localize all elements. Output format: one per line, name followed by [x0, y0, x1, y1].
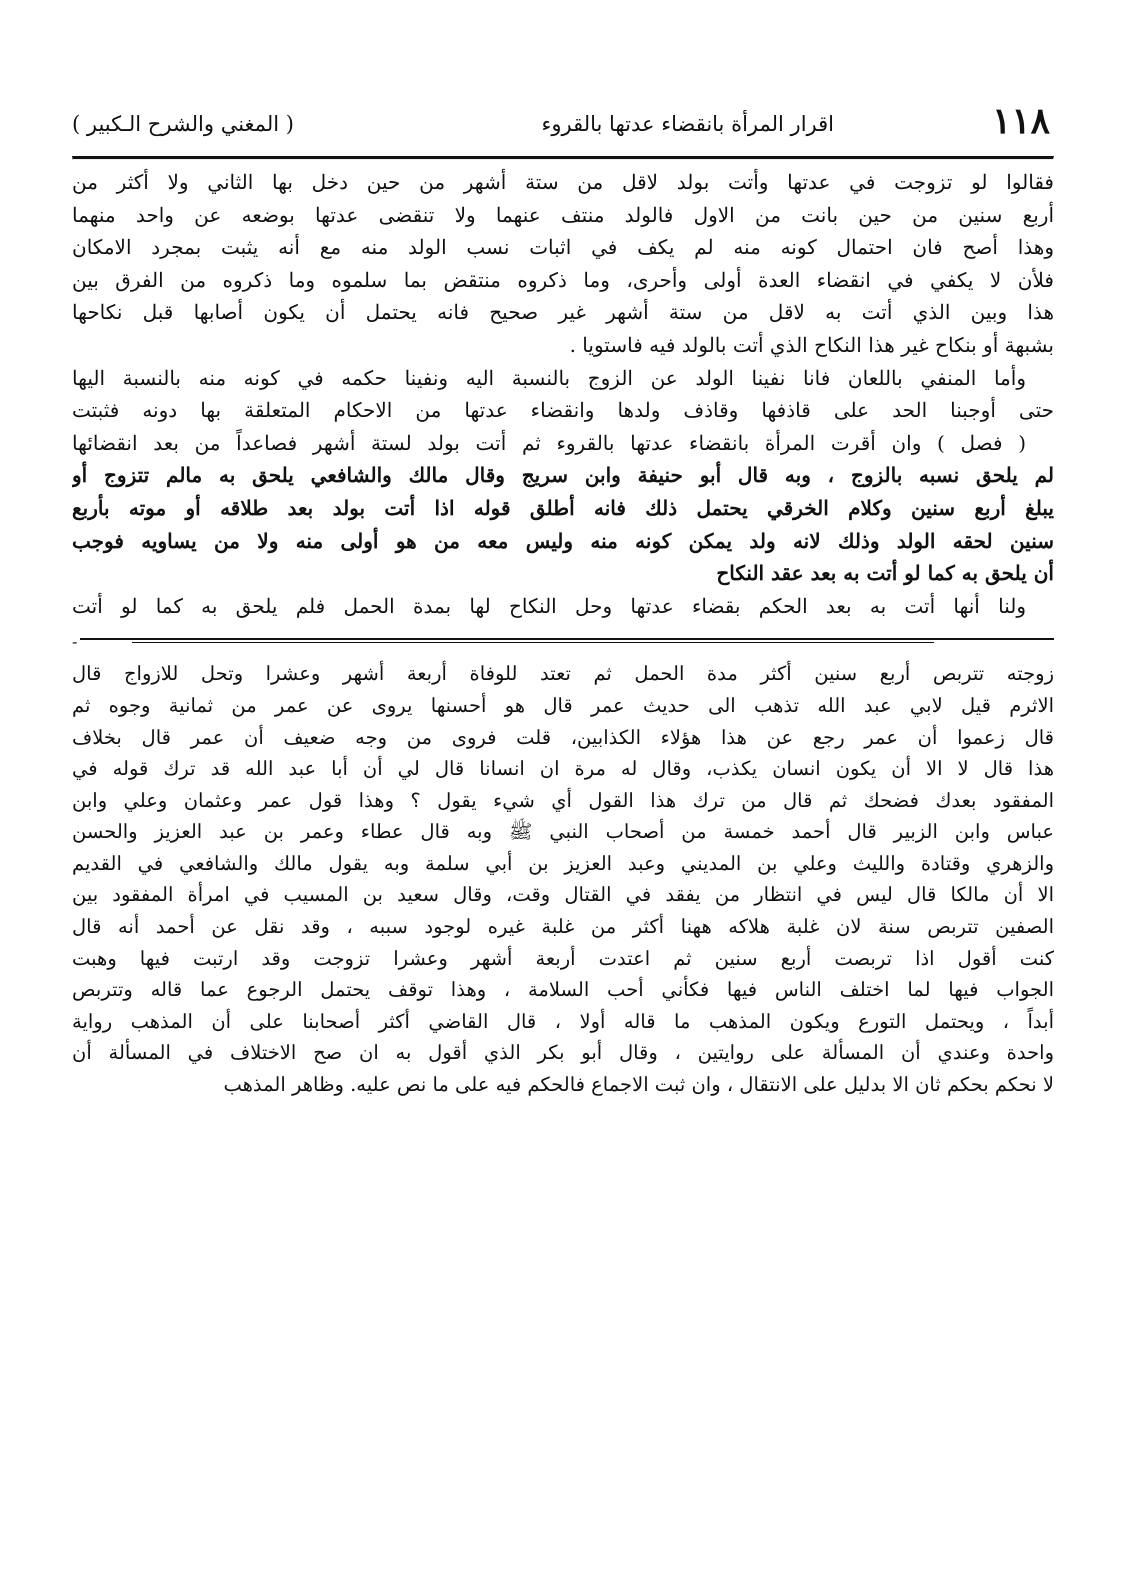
text-line: أن يلحق به كما لو أتت به بعد عقد النكاح — [716, 561, 1054, 586]
text-line: أربع سنين من حين بانت من الاول فالولد منتف عنهما ولا تنقضى عدتها بوضعه عن واحد منهما — [72, 202, 1054, 227]
header-rule — [72, 156, 1054, 160]
footnote-line: الجواب فيها لما اختلف الناس فيها فكأني أحب السلامة ، وهذا توقف يحتمل الرجوع عما قاله وتتربص — [72, 978, 1054, 1002]
text-line: يبلغ أربع سنين وكلام الخرقي يحتمل ذلك فانه أطلق قوله اذا أتت بولد بعد طلاقه أو موته بأربع — [72, 495, 1054, 520]
footnote-line: هذا قال لا الا أن يكون انسان يكذب، وقال له مرة ان انسانا قال لي أن أبا عبد الله قد ترك قوله في — [72, 757, 1054, 781]
footnote-line: الصفين تتربص سنة لان غلبة هلاكه ههنا أكثر من غلبة غيره لوجود سببه ، وقد نقل عن أحمد أنه قال — [72, 915, 1054, 939]
section-title: اقرار المرأة بانقضاء عدتها بالقروء — [541, 112, 834, 136]
footnote-line: زوجته تتربص أربع سنين أكثر مدة الحمل ثم تعتد للوفاة أربعة أشهر وعشرا وتحل للازواج قال — [72, 662, 1054, 686]
page-header — [72, 100, 1054, 156]
text-line: حتى أوجبنا الحد على قاذفها وقاذف ولدها وانقضاء عدتها من الاحكام المتعلقة بها دونه فثبتت — [72, 398, 1054, 423]
footnote-line: واحدة وعندي أن المسألة على روايتين ، وقال أبو بكر الذي أقول به ان صح الاختلاف في المسألة أن — [72, 1041, 1054, 1065]
divider-rule-thin — [132, 642, 934, 643]
book-title: ( المغني والشرح الـكبير ) — [72, 112, 294, 136]
section-heading-line: ( فصل ) وان أقرت المرأة بانقضاء عدتها بالقروء ثم أتت بولد لستة أشهر فصاعداً من بعد انقضائها — [72, 430, 1026, 455]
text-line: سنين لحقه الولد وذلك لانه ولد يمكن كونه منه وليس معه من هو أولى منه ولا من يساويه فوجب — [72, 528, 1054, 553]
page-number: ١١٨ — [991, 100, 1050, 142]
footnote-line: الا أن مالكا قال ليس في انتظار من يفقد في القتال وقت، وقال سعيد بن المسيب في امرأة المفقود بين — [72, 883, 1054, 907]
text-line: بشبهة أو بنكاح غير هذا النكاح الذي أتت بالولد فيه فاستويا . — [569, 332, 1054, 357]
text-line: لم يلحق نسبه بالزوج ، وبه قال أبو حنيفة وابن سريج وقال مالك والشافعي يلحق به مالم تتزوج أو — [72, 463, 1054, 488]
page — [72, 100, 1054, 1101]
footnotes — [72, 658, 1054, 1100]
footnote-line: والزهري وقتادة والليث وعلي بن المديني وعبد العزيز بن أبي سلمة وبه يقول مالك والشافعي في القديم — [72, 851, 1054, 875]
footnote-line: المفقود بعدك فضحك ثم قال من ترك هذا القول أي شيء يقول ؟ وهذا قول عمر وعثمان وعلي وابن — [72, 788, 1054, 812]
main-text — [72, 166, 1054, 622]
text-line: وهذا أصح فان احتمال كونه منه لم يكف في اثبات نسب الولد منه مع أنه يثبت بمجرد الامكان — [72, 235, 1054, 260]
footnote-line: كنت أقول اذا تربصت أربع سنين ثم اعتدت أربعة أشهر وعشرا تزوجت وقد ارتبت فيها وهبت — [72, 946, 1054, 970]
text-line: هذا وبين الذي أتت به لاقل من ستة أشهر غير صحيح فانه يحتمل أن يكون أصابها قبل نكاحها — [72, 300, 1054, 325]
footnote-line: أبداً ، ويحتمل التورع ويكون المذهب ما قاله أولا ، قال القاضي أكثر أصحابنا على أن المذهب رواية — [72, 1009, 1054, 1033]
text-line: فلأن لا يكفي في انقضاء العدة أولى وأحرى، وما ذكروه منتقض بما سلموه وما ذكروه من الفرق بين — [72, 267, 1054, 292]
divider-mark: - — [72, 632, 78, 652]
footnote-line: عباس وابن الزبير قال أحمد خمسة من أصحاب النبي ﷺ وبه قال عطاء وعمر بن عبد العزيز والحسن — [72, 820, 1054, 844]
footnote-line: لا نحكم بحكم ثان الا بدليل على الانتقال ، وان ثبت الاجماع فالحكم فيه على ما نص عليه. وظاهر المذهب — [223, 1073, 1054, 1097]
text-line: ولنا أنها أتت به بعد الحكم بقضاء عدتها وحل النكاح لها بمدة الحمل فلم يلحق به كما لو أتت — [72, 593, 1026, 618]
footnote-divider — [72, 630, 1054, 652]
footnote-line: الاثرم قيل لابي عبد الله تذهب الى حديث عمر قال هو أحسنها يروى عن عمر من ثمانية وجوه ثم — [72, 693, 1054, 717]
footnote-line: قال زعموا أن عمر رجع عن هذا هؤلاء الكذابين، قلت فروى من وجه ضعيف أن عمر قال بخلاف — [72, 725, 1054, 749]
text-line: فقالوا لو تزوجت في عدتها وأتت بولد لاقل من ستة أشهر من حين دخل بها الثاني ولا أكثر من — [72, 170, 1054, 194]
text-line: وأما المنفي باللعان فانا نفينا الولد عن الزوج بالنسبة اليه ونفينا حكمه في كونه منه بالنسبة اليها — [72, 365, 1026, 390]
divider-rule — [80, 638, 1054, 640]
